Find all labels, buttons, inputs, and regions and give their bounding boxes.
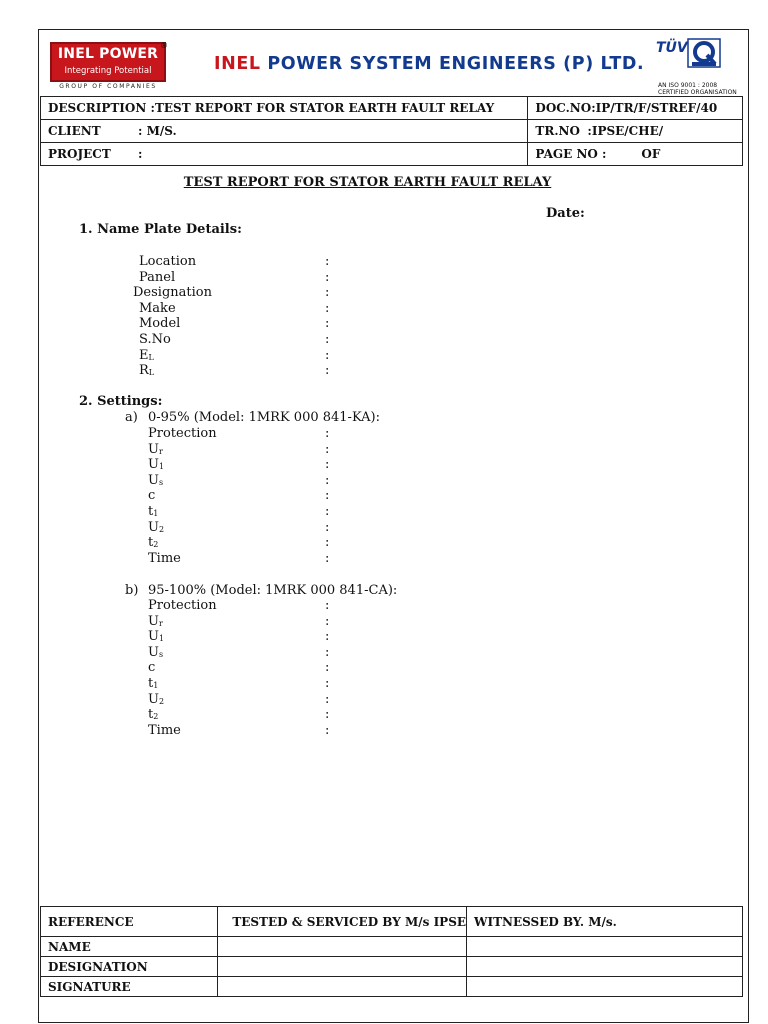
field-label bbox=[139, 301, 176, 316]
tested-by-header: TESTED & SERVICED BY M/s IPSE bbox=[218, 907, 467, 937]
iso-certification-line2: CERTIFIED ORGANISATION bbox=[658, 89, 737, 96]
field-colon: : bbox=[325, 316, 330, 332]
table-row bbox=[41, 97, 743, 120]
field-colon: : bbox=[325, 504, 330, 519]
field-subscript: s bbox=[158, 649, 164, 659]
field-label bbox=[148, 676, 158, 691]
settings-b-label: b) bbox=[125, 583, 139, 598]
logo-brand-text: INEL POWER bbox=[57, 46, 159, 62]
signature-tested-cell bbox=[218, 977, 467, 997]
field-colon: : bbox=[325, 613, 330, 629]
page-no-cell bbox=[528, 143, 743, 166]
field-label-text: c bbox=[148, 488, 156, 504]
field-colon: : bbox=[325, 285, 330, 301]
field-label-text: U bbox=[148, 644, 159, 660]
field-subscript: r bbox=[158, 618, 163, 628]
field-label bbox=[148, 723, 181, 738]
field-label-text: Panel bbox=[139, 269, 176, 285]
field-label bbox=[148, 488, 155, 503]
field-subscript: r bbox=[158, 446, 163, 456]
field-label-text: Model bbox=[139, 316, 181, 332]
field-colon: : bbox=[325, 707, 330, 723]
field-subscript: 1 bbox=[158, 462, 165, 472]
field-label bbox=[148, 692, 164, 707]
field-label bbox=[139, 270, 175, 285]
field-label-text: c bbox=[148, 660, 156, 676]
table-row bbox=[41, 977, 743, 997]
company-name bbox=[214, 54, 644, 74]
field-subscript: 2 bbox=[158, 524, 165, 534]
client-cell bbox=[41, 120, 528, 143]
field-label bbox=[133, 285, 212, 300]
field-colon: : bbox=[325, 550, 330, 566]
field-label-text: Protection bbox=[148, 426, 217, 441]
field-subscript: L bbox=[148, 368, 155, 378]
field-label-text: S.No bbox=[139, 332, 171, 347]
header-info-table bbox=[40, 96, 743, 166]
field-label-text: t bbox=[148, 504, 154, 519]
description-cell: DESCRIPTION :TEST REPORT FOR STATOR EARTH FAULT RELAY bbox=[41, 97, 528, 120]
company-name-inel: INEL bbox=[214, 54, 261, 74]
field-label bbox=[148, 645, 163, 660]
field-label-text: t bbox=[148, 676, 154, 691]
field-label bbox=[148, 629, 164, 644]
project-label: PROJECT bbox=[48, 147, 111, 161]
company-name-rest: POWER SYSTEM ENGINEERS (P) LTD. bbox=[267, 54, 645, 74]
designation-witnessed-cell bbox=[467, 957, 743, 977]
field-colon: : bbox=[325, 660, 330, 676]
section-name-plate-heading: 1. Name Plate Details: bbox=[79, 222, 242, 237]
field-colon: : bbox=[325, 722, 330, 738]
table-row bbox=[41, 143, 743, 166]
field-label bbox=[148, 614, 163, 629]
field-label bbox=[148, 660, 155, 675]
tr-no-value: :IPSE/CHE/ bbox=[587, 124, 664, 138]
project-value: : bbox=[138, 147, 143, 161]
project-cell bbox=[41, 143, 528, 166]
page-no-label: PAGE NO : bbox=[535, 147, 607, 161]
field-label bbox=[148, 598, 217, 613]
signature-row-label: SIGNATURE bbox=[41, 977, 218, 997]
table-row bbox=[41, 937, 743, 957]
field-label-text: U bbox=[148, 691, 159, 707]
field-colon: : bbox=[325, 629, 330, 645]
field-label-text: E bbox=[139, 347, 149, 363]
field-label-text: Make bbox=[139, 300, 176, 316]
field-colon: : bbox=[325, 332, 330, 347]
field-colon: : bbox=[325, 535, 330, 551]
signature-witnessed-cell bbox=[467, 977, 743, 997]
field-label bbox=[148, 535, 158, 550]
field-subscript: 2 bbox=[153, 712, 159, 722]
section-settings-heading: 2. Settings: bbox=[79, 394, 163, 409]
field-colon: : bbox=[325, 347, 330, 363]
table-row bbox=[41, 907, 743, 937]
client-value: : M/S. bbox=[138, 124, 177, 138]
field-colon: : bbox=[325, 441, 330, 457]
field-colon: : bbox=[325, 488, 330, 504]
field-label-text: Time bbox=[148, 722, 181, 738]
tuv-logo: TÜV bbox=[656, 40, 688, 56]
settings-b-title: 95-100% (Model: 1MRK 000 841-CA): bbox=[148, 583, 398, 598]
tr-no-cell bbox=[528, 120, 743, 143]
field-colon: : bbox=[325, 598, 330, 613]
settings-a-label: a) bbox=[125, 410, 138, 425]
name-tested-cell bbox=[218, 937, 467, 957]
field-colon: : bbox=[325, 426, 330, 441]
field-colon: : bbox=[325, 269, 330, 285]
certification-badge bbox=[656, 38, 737, 96]
field-label-text: U bbox=[148, 519, 159, 535]
field-label bbox=[139, 332, 171, 347]
field-label bbox=[139, 363, 154, 378]
field-colon: : bbox=[325, 457, 330, 473]
field-colon: : bbox=[325, 691, 330, 707]
field-label-text: Designation bbox=[133, 285, 212, 301]
field-colon: : bbox=[325, 644, 330, 660]
field-subscript: 2 bbox=[158, 696, 165, 706]
field-subscript: 1 bbox=[158, 634, 165, 644]
witnessed-by-header: WITNESSED BY. M/s. bbox=[467, 907, 743, 937]
field-colon: : bbox=[325, 519, 330, 535]
table-row bbox=[41, 957, 743, 977]
field-label-text: t bbox=[148, 707, 154, 723]
page-no-of: OF bbox=[641, 147, 661, 161]
field-label bbox=[148, 504, 158, 519]
field-label bbox=[148, 426, 217, 441]
logo-group-text: GROUP OF COMPANIES bbox=[59, 83, 157, 90]
field-label bbox=[148, 473, 163, 488]
table-row bbox=[41, 120, 743, 143]
field-label-text: Time bbox=[148, 550, 181, 566]
field-colon: : bbox=[325, 254, 330, 269]
name-witnessed-cell bbox=[467, 937, 743, 957]
iso-certification-line1: AN ISO 9001 : 2008 bbox=[658, 82, 718, 89]
field-label-text: U bbox=[148, 629, 159, 645]
signature-table bbox=[40, 906, 743, 997]
field-colon: : bbox=[325, 300, 330, 316]
field-subscript: 2 bbox=[153, 540, 159, 550]
field-colon: : bbox=[325, 472, 330, 488]
field-label bbox=[148, 707, 158, 722]
field-colon: : bbox=[325, 363, 330, 379]
doc-no-cell: DOC.NO:IP/TR/F/STREF/40 bbox=[528, 97, 743, 120]
field-label bbox=[148, 551, 181, 566]
company-logo bbox=[50, 42, 166, 90]
field-label-text: Protection bbox=[148, 598, 217, 613]
field-label bbox=[148, 442, 163, 457]
date-label: Date: bbox=[546, 206, 585, 221]
field-label-text: U bbox=[148, 613, 159, 629]
logo-tagline: Integrating Potential bbox=[64, 66, 152, 76]
field-label-text: t bbox=[148, 535, 154, 551]
registered-mark: ® bbox=[160, 41, 168, 50]
field-label-text: U bbox=[148, 472, 159, 488]
reference-header: REFERENCE bbox=[41, 907, 218, 937]
field-subscript: 1 bbox=[153, 509, 159, 518]
report-title: TEST REPORT FOR STATOR EARTH FAULT RELAY bbox=[183, 175, 552, 190]
field-label bbox=[148, 457, 164, 472]
client-label: CLIENT bbox=[48, 124, 101, 138]
field-subscript: L bbox=[148, 352, 154, 362]
field-label bbox=[139, 316, 180, 331]
field-label bbox=[148, 520, 164, 535]
tr-no-label: TR.NO bbox=[535, 124, 580, 138]
field-label-text: U bbox=[148, 457, 159, 473]
q-quality-icon bbox=[686, 38, 722, 68]
field-label-text: R bbox=[139, 363, 149, 379]
field-label bbox=[139, 254, 196, 269]
field-colon: : bbox=[325, 676, 330, 691]
name-row-label: NAME bbox=[41, 937, 218, 957]
designation-tested-cell bbox=[218, 957, 467, 977]
field-label bbox=[139, 348, 154, 363]
settings-a-title: 0-95% (Model: 1MRK 000 841-KA): bbox=[148, 410, 380, 425]
field-label-text: U bbox=[148, 441, 159, 457]
field-label-text: Location bbox=[139, 254, 197, 269]
designation-row-label: DESIGNATION bbox=[41, 957, 218, 977]
field-subscript: 1 bbox=[153, 681, 159, 690]
field-subscript: s bbox=[158, 477, 164, 487]
